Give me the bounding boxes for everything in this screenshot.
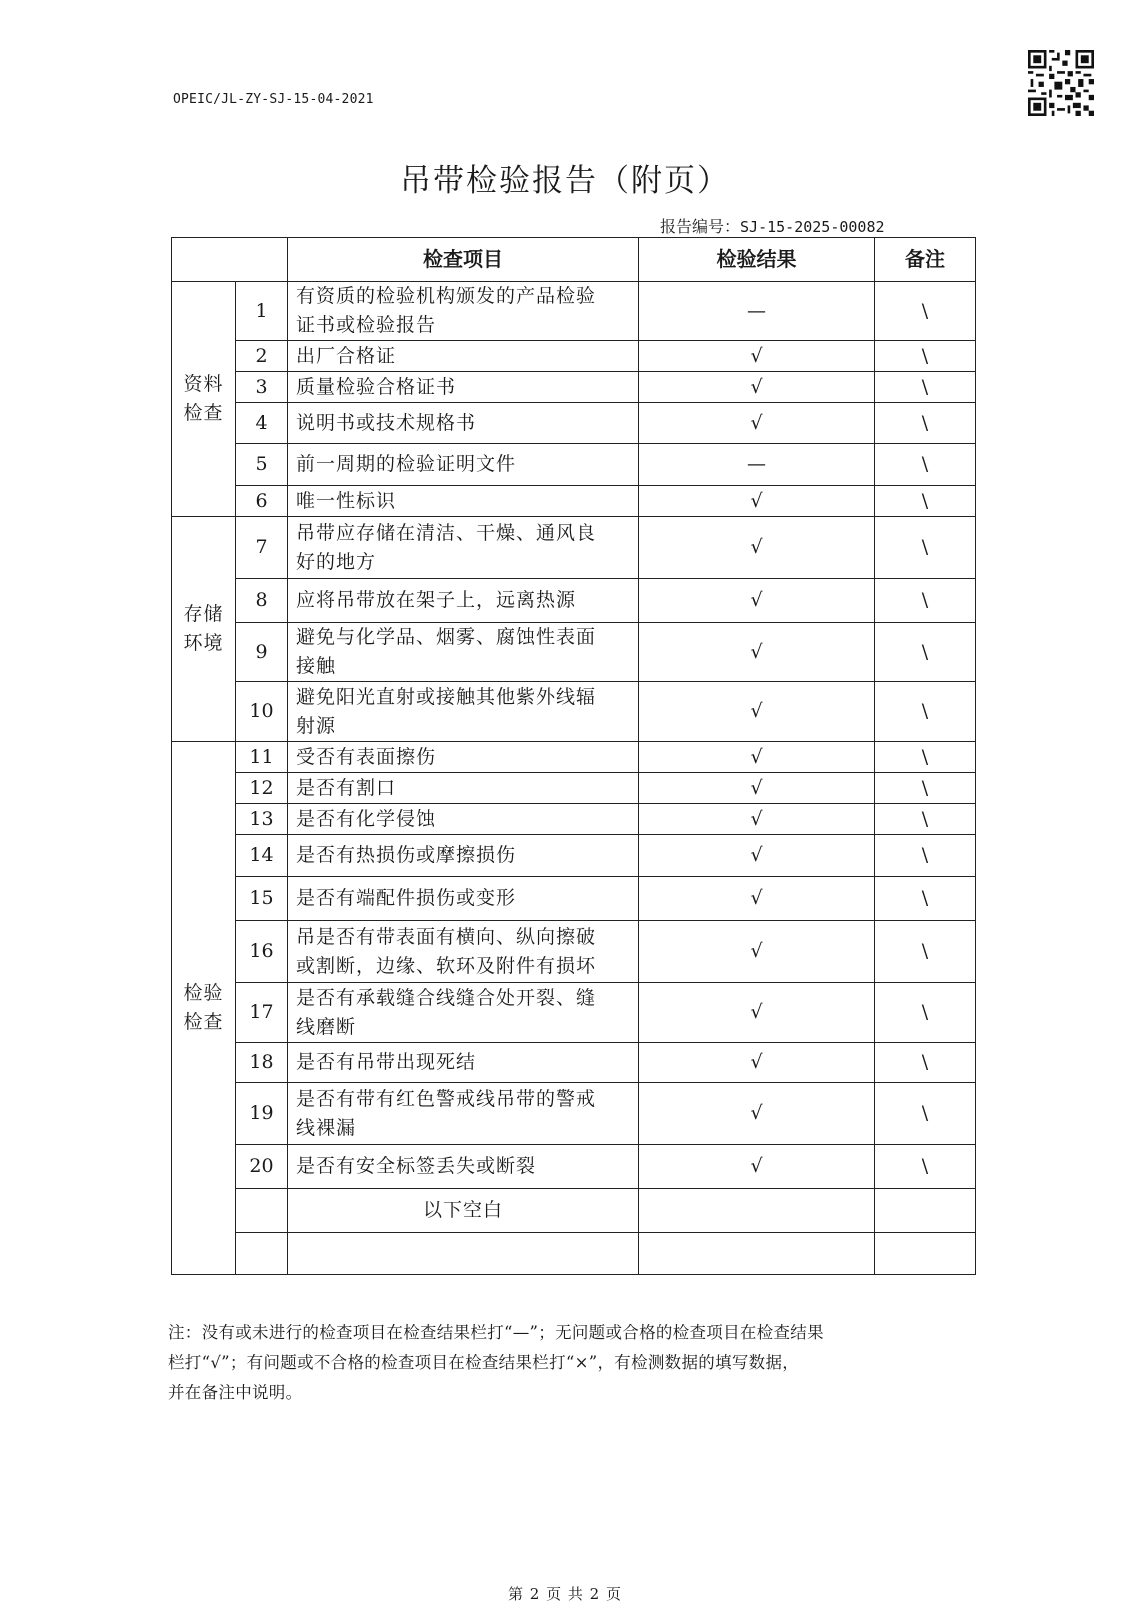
row-item-line2: 或割断，边缘、软环及附件有损坏 xyxy=(296,954,597,977)
row-item: 受否有表面擦伤 xyxy=(288,742,639,773)
table-row xyxy=(172,1145,976,1189)
row-item: 是否有割口 xyxy=(288,773,639,804)
page-number: 第 2 页 共 2 页 xyxy=(508,1585,622,1603)
group-label-line2: 检查 xyxy=(183,1011,224,1033)
row-number: 7 xyxy=(236,517,288,579)
row-item xyxy=(288,921,639,983)
row-number: 6 xyxy=(236,486,288,517)
report-number-value: SJ-15-2025-00082 xyxy=(740,218,885,236)
row-item-line1: 是否有带有红色警戒线吊带的警戒 xyxy=(296,1087,597,1110)
group-label xyxy=(172,517,236,742)
row-item-line1: 有资质的检验机构颁发的产品检验 xyxy=(296,285,597,307)
row-remark: \ xyxy=(875,804,976,835)
group-label-line1: 检验 xyxy=(183,982,224,1004)
row-result: √ xyxy=(639,1145,875,1189)
row-result: √ xyxy=(639,742,875,773)
row-remark: \ xyxy=(875,682,976,742)
table-row xyxy=(172,983,976,1043)
row-item-line1: 避免阳光直射或接触其他紫外线辐 xyxy=(296,685,597,708)
row-remark: \ xyxy=(875,1043,976,1083)
row-item: 唯一性标识 xyxy=(288,486,639,517)
row-result: √ xyxy=(639,372,875,403)
header-blank xyxy=(172,238,288,282)
row-number: 2 xyxy=(236,341,288,372)
row-result: — xyxy=(639,282,875,341)
page-title: 吊带检验报告（附页） xyxy=(400,163,730,199)
row-number: 20 xyxy=(236,1145,288,1189)
table-row xyxy=(172,742,976,773)
row-result: √ xyxy=(639,1043,875,1083)
row-item-line2: 射源 xyxy=(296,714,337,737)
row-result: √ xyxy=(639,983,875,1043)
row-remark: \ xyxy=(875,983,976,1043)
table-row xyxy=(172,1043,976,1083)
row-remark: \ xyxy=(875,835,976,877)
row-item xyxy=(288,623,639,682)
row-item: 是否有端配件损伤或变形 xyxy=(288,877,639,921)
row-remark: \ xyxy=(875,341,976,372)
row-item: 质量检验合格证书 xyxy=(288,372,639,403)
row-item-line2: 线磨断 xyxy=(296,1015,357,1038)
header-result: 检验结果 xyxy=(639,238,875,282)
row-result: √ xyxy=(639,804,875,835)
row-item: 是否有吊带出现死结 xyxy=(288,1043,639,1083)
row-remark: \ xyxy=(875,282,976,341)
table-row xyxy=(172,517,976,579)
row-item xyxy=(288,682,639,742)
table-row xyxy=(172,1083,976,1145)
row-item-line2: 好的地方 xyxy=(296,550,377,573)
table-row xyxy=(172,773,976,804)
row-number: 11 xyxy=(236,742,288,773)
row-number: 15 xyxy=(236,877,288,921)
row-remark-empty xyxy=(875,1189,976,1233)
table-row xyxy=(172,444,976,486)
table-row xyxy=(172,486,976,517)
table-row xyxy=(172,282,976,341)
row-number: 10 xyxy=(236,682,288,742)
row-item xyxy=(288,517,639,579)
row-number: 13 xyxy=(236,804,288,835)
row-item xyxy=(288,282,639,341)
row-item-line1: 是否有承载缝合线缝合处开裂、缝 xyxy=(296,986,597,1009)
row-remark-empty xyxy=(875,1233,976,1275)
row-result: √ xyxy=(639,341,875,372)
row-result: √ xyxy=(639,517,875,579)
row-result: √ xyxy=(639,773,875,804)
row-remark: \ xyxy=(875,742,976,773)
footnote xyxy=(168,1318,968,1408)
table-header-row xyxy=(172,238,976,282)
group-label-line2: 环境 xyxy=(183,632,224,654)
row-item-empty xyxy=(288,1233,639,1275)
row-number: 1 xyxy=(236,282,288,341)
row-remark: \ xyxy=(875,517,976,579)
row-result: — xyxy=(639,444,875,486)
table-row xyxy=(172,403,976,444)
table-row xyxy=(172,682,976,742)
row-remark: \ xyxy=(875,444,976,486)
row-item-line1: 吊带应存储在清洁、干燥、通风良 xyxy=(296,521,597,544)
row-result: √ xyxy=(639,921,875,983)
row-number: 9 xyxy=(236,623,288,682)
row-number: 5 xyxy=(236,444,288,486)
row-remark: \ xyxy=(875,773,976,804)
table-row xyxy=(172,579,976,623)
table-row-blank-note xyxy=(172,1189,976,1233)
table-row xyxy=(172,921,976,983)
row-item: 前一周期的检验证明文件 xyxy=(288,444,639,486)
row-item-line2: 线裸漏 xyxy=(296,1116,357,1139)
group-label xyxy=(172,282,236,517)
row-item xyxy=(288,983,639,1043)
row-remark: \ xyxy=(875,921,976,983)
row-result: √ xyxy=(639,623,875,682)
table-row xyxy=(172,835,976,877)
row-number-empty xyxy=(236,1233,288,1275)
row-result-empty xyxy=(639,1189,875,1233)
row-number: 12 xyxy=(236,773,288,804)
inspection-table xyxy=(171,237,976,1275)
row-remark: \ xyxy=(875,403,976,444)
group-label-line2: 检查 xyxy=(183,402,224,424)
table-row xyxy=(172,623,976,682)
row-number: 19 xyxy=(236,1083,288,1145)
row-number-empty xyxy=(236,1189,288,1233)
row-number: 8 xyxy=(236,579,288,623)
row-item-line1: 避免与化学品、烟雾、腐蚀性表面 xyxy=(296,626,597,648)
row-result: √ xyxy=(639,579,875,623)
row-item: 出厂合格证 xyxy=(288,341,639,372)
row-item-line2: 接触 xyxy=(296,655,337,677)
row-item: 应将吊带放在架子上，远离热源 xyxy=(288,579,639,623)
row-number: 3 xyxy=(236,372,288,403)
document-code: OPEIC/JL-ZY-SJ-15-04-2021 xyxy=(173,92,374,107)
row-number: 4 xyxy=(236,403,288,444)
row-result: √ xyxy=(639,682,875,742)
row-remark: \ xyxy=(875,486,976,517)
row-result: √ xyxy=(639,877,875,921)
table-row xyxy=(172,804,976,835)
row-remark: \ xyxy=(875,1083,976,1145)
row-remark: \ xyxy=(875,372,976,403)
row-result: √ xyxy=(639,403,875,444)
table-row-empty xyxy=(172,1233,976,1275)
blank-note: 以下空白 xyxy=(288,1189,639,1233)
row-remark: \ xyxy=(875,579,976,623)
header-remark: 备注 xyxy=(875,238,976,282)
row-item-line2: 证书或检验报告 xyxy=(296,314,437,336)
group-label-line1: 资料 xyxy=(183,373,224,395)
row-item: 说明书或技术规格书 xyxy=(288,403,639,444)
row-number: 16 xyxy=(236,921,288,983)
row-item: 是否有热损伤或摩擦损伤 xyxy=(288,835,639,877)
row-remark: \ xyxy=(875,877,976,921)
table-row xyxy=(172,341,976,372)
table-row xyxy=(172,877,976,921)
footnote-line3: 并在备注中说明。 xyxy=(168,1383,303,1402)
row-item: 是否有化学侵蚀 xyxy=(288,804,639,835)
header-item: 检查项目 xyxy=(288,238,639,282)
row-item-line1: 吊是否有带表面有横向、纵向擦破 xyxy=(296,925,597,948)
report-number xyxy=(660,214,885,237)
row-item: 是否有安全标签丢失或断裂 xyxy=(288,1145,639,1189)
row-remark: \ xyxy=(875,623,976,682)
row-result: √ xyxy=(639,486,875,517)
row-result-empty xyxy=(639,1233,875,1275)
row-result: √ xyxy=(639,1083,875,1145)
report-number-label: 报告编号： xyxy=(660,217,741,236)
footnote-line2: 栏打“√”；有问题或不合格的检查项目在检查结果栏打“×”，有检测数据的填写数据， xyxy=(168,1353,800,1372)
table-row xyxy=(172,372,976,403)
group-label xyxy=(172,742,236,1275)
row-number: 17 xyxy=(236,983,288,1043)
row-result: √ xyxy=(639,835,875,877)
row-item xyxy=(288,1083,639,1145)
qr-code-icon xyxy=(1028,50,1094,116)
row-number: 18 xyxy=(236,1043,288,1083)
group-label-line1: 存储 xyxy=(183,603,224,625)
row-number: 14 xyxy=(236,835,288,877)
footnote-line1: 注：没有或未进行的检查项目在检查结果栏打“—”；无问题或合格的检查项目在检查结果 xyxy=(168,1323,824,1342)
row-remark: \ xyxy=(875,1145,976,1189)
